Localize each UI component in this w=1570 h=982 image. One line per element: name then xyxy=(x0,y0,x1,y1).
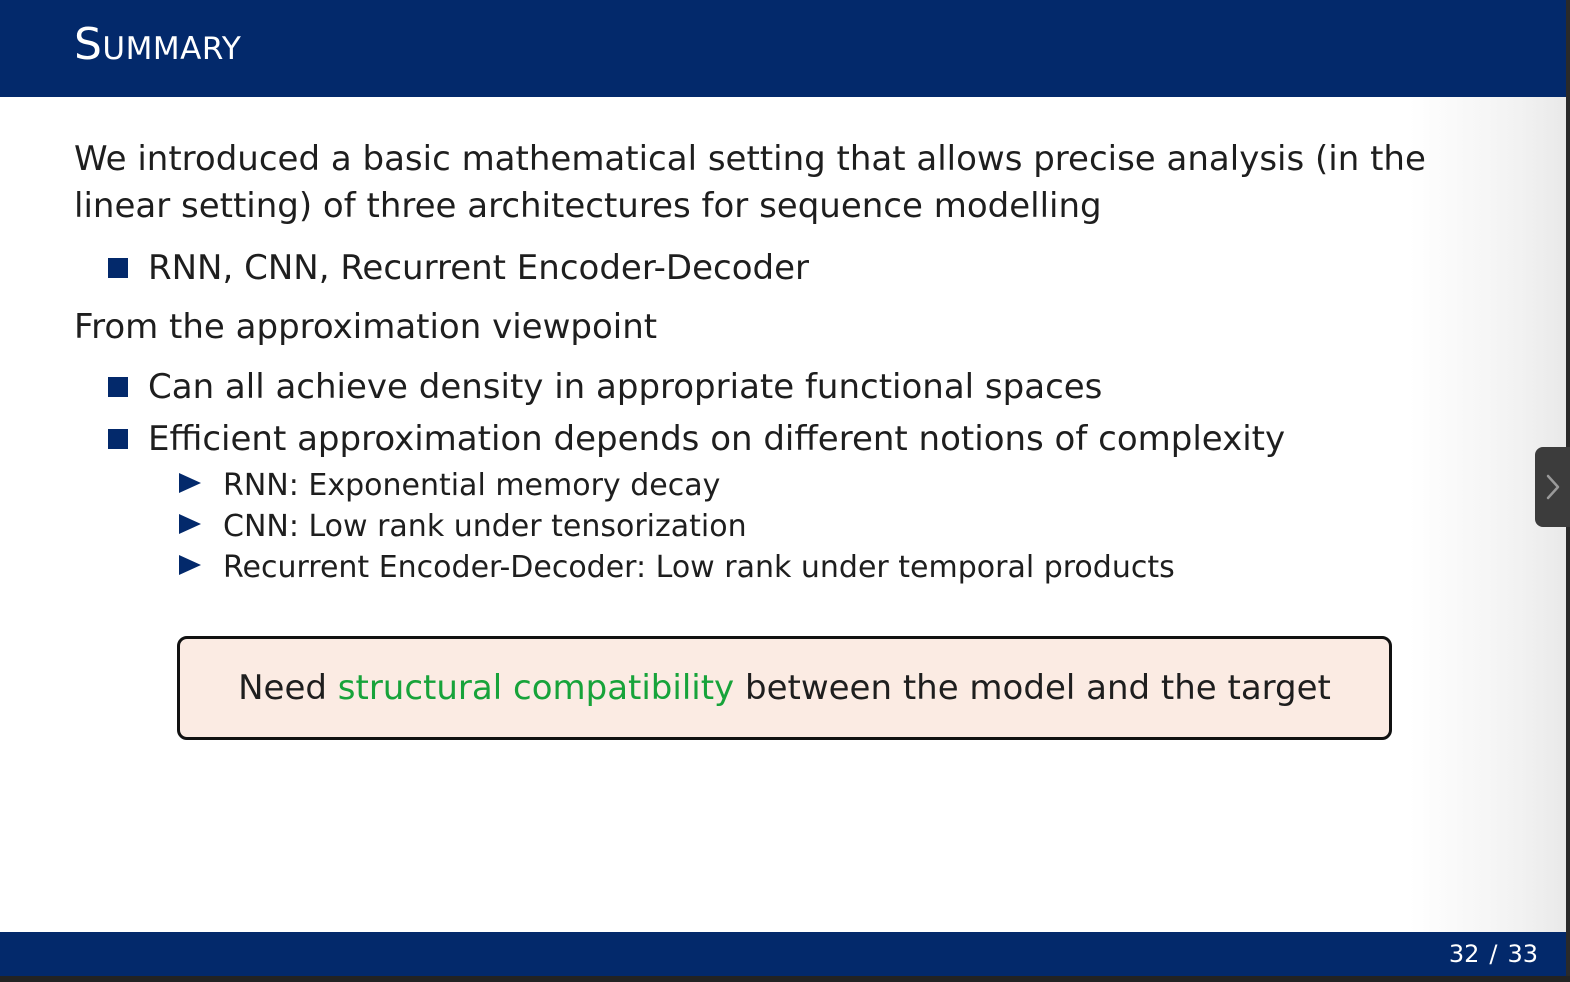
approximation-list xyxy=(74,361,1444,465)
square-bullet-icon xyxy=(108,377,128,397)
triangle-bullet-icon xyxy=(179,514,201,534)
callout-highlight: structural compatibility xyxy=(337,668,735,708)
list-item xyxy=(179,506,1444,547)
list-item xyxy=(108,242,1444,294)
current-page: 32 xyxy=(1448,940,1480,968)
viewer-bottom-edge xyxy=(0,976,1570,982)
slide-content xyxy=(74,136,1444,588)
slide-footer xyxy=(0,932,1566,976)
list-item xyxy=(179,465,1444,506)
page-separator: / xyxy=(1489,940,1498,968)
triangle-bullet-icon xyxy=(179,473,201,493)
slide-header xyxy=(0,0,1566,97)
sub-bullet-text: RNN: Exponential memory decay xyxy=(223,468,721,503)
total-pages: 33 xyxy=(1507,940,1538,968)
sub-bullet-text: CNN: Low rank under tensorization xyxy=(223,509,747,544)
slide-title: Summary xyxy=(74,19,242,70)
complexity-list xyxy=(74,465,1444,588)
bullet-text: Can all achieve density in appropriate functional spaces xyxy=(148,367,1103,407)
square-bullet-icon xyxy=(108,258,128,278)
conclusion-callout-box xyxy=(177,636,1392,740)
page-counter xyxy=(1449,938,1538,970)
sub-bullet-text: Recurrent Encoder-Decoder: Low rank under temporal products xyxy=(223,550,1175,585)
chevron-right-icon xyxy=(1545,473,1561,501)
architectures-list xyxy=(74,242,1444,294)
callout-prefix: Need xyxy=(238,668,327,708)
section-heading: From the approximation viewpoint xyxy=(74,307,658,347)
triangle-bullet-icon xyxy=(179,555,201,575)
bullet-text: Efficient approximation depends on different notions of complexity xyxy=(148,419,1286,459)
square-bullet-icon xyxy=(108,429,128,449)
intro-paragraph: We introduced a basic mathematical setting that allows precise analysis (in the linear setting) of three architectures for sequence modelling xyxy=(74,139,1426,226)
list-item xyxy=(179,547,1444,588)
list-item xyxy=(108,361,1444,413)
list-item xyxy=(108,413,1444,465)
bullet-text: RNN, CNN, Recurrent Encoder-Decoder xyxy=(148,248,809,288)
callout-suffix: between the model and the target xyxy=(745,668,1331,708)
next-slide-button[interactable] xyxy=(1535,447,1570,527)
